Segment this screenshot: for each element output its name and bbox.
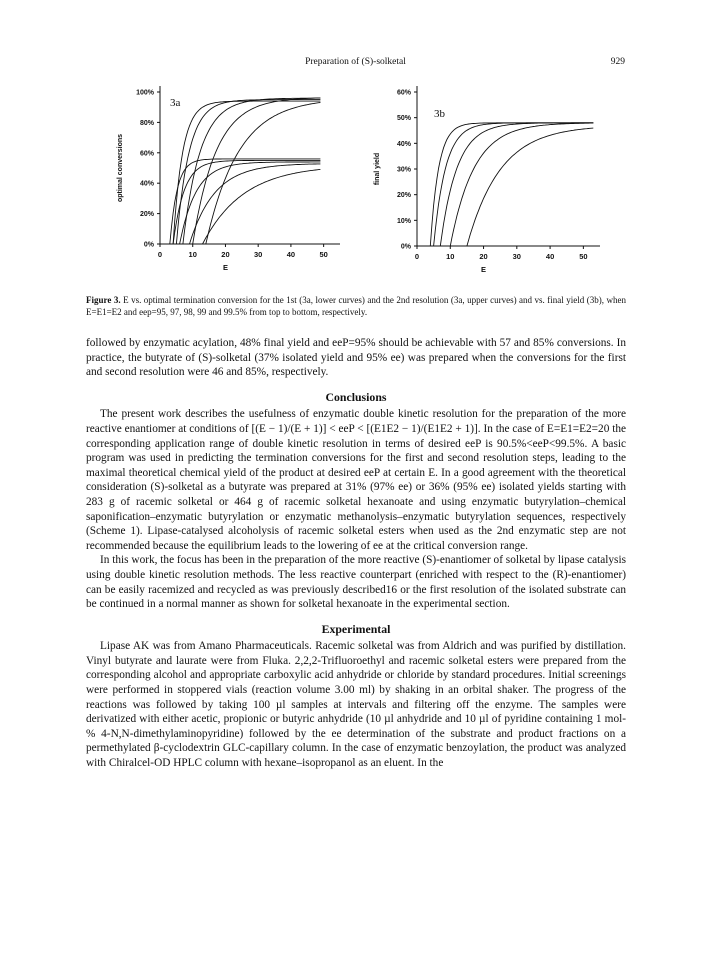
chart-3b-y-tick-label: 30%: [396, 166, 411, 174]
conclusions-paragraph-1: The present work describes the usefulness of enzymatic double kinetic resolution for the preparation of the more reactive enantiomer at conditions of [(E − 1)/(E + 1)] < eeP < [(E1E2 − 1)/(E1E2 + 1)]. In the case of E=E1=E2=20 the corresponding application range of double kinetic resolution in terms of desired eeP is 90.5%<eeP<99.5%. A basic program was used in predicting the termination conversions for the first and second resolution steps, leading to the maximal theoretical chemical yield of the product at desired eeP at certain E. In a good agreement with the theoretical consideration (S)-solketal as a butyrate was prepared at 31% (97% ee) or 36% (95% ee) isolated yields starting with 283 g of racemic solketal or 464 g of racemic solketal hexanoate and using enzymatic butyrylation–chemical saponification–enzymatic butyrylation or enzymatic methanolysis–enzymatic butyrylation sequences, respectively (Scheme 1). Lipase-catalysed alcoholysis of racemic solketal esters when used as the 2nd enzymatic step are not recommended because the equilibrium leads to the lowering of ee at the critical conversion range.: [86, 408, 626, 552]
experimental-paragraph-1: Lipase AK was from Amano Pharmaceuticals. Racemic solketal was from Aldrich and was purified by distillation. Vinyl butyrate and laurate were from Fluka. 2,2,2-Trifluoroethyl and racemic solketal esters were prepared from the corresponding alcohol and appropriate carboxylic acid anhydride or chloride by standard procedures. Initial screenings were performed in stoppered vials (reaction volume 3.00 ml) by shaking in an orbital shaker. The progress of the reactions was followed by taking 100 µl samples at intervals and filtering off the enzyme. The samples were derivatized with either acetic, propionic or butyric anhydride (10 µl anhydride and 10 µl of pyridine containing 1 mol-% 4-N,N-dimethylaminopyridine) followed by the ee determination of the substrate and product fractions on a permethylated β-cyclodextrin GLC-capillary column. In the case of enzymatic benzoylation, the product was analyzed with Chiralcel-OD HPLC column with hexane–isopropanol as an eluent. In the: [86, 640, 626, 770]
chart-3b-x-tick-label: 20: [479, 252, 488, 261]
chart-3a-upper-curve-2: [176, 100, 320, 244]
body-text: [86, 336, 626, 771]
chart-3b-x-tick-label: 40: [545, 252, 555, 261]
chart-3a-y-tick-label: 20%: [139, 211, 154, 219]
chart-3b-y-tick-label: 20%: [396, 192, 411, 200]
chart-3a-upper-curve-4: [193, 98, 321, 244]
page-number: 929: [610, 57, 625, 67]
chart-3a-y-axis-label: optimal conversions: [117, 133, 124, 203]
chart-3a-y-tick-label: 100%: [136, 89, 154, 97]
chart-3a-x-tick-label: 50: [319, 250, 328, 259]
chart-3b-curve-3: [440, 123, 593, 246]
chart-3b-y-tick-label: 50%: [396, 115, 411, 123]
chart-3a-x-tick-label: 40: [286, 250, 296, 259]
conclusions-heading: Conclusions: [325, 389, 387, 404]
chart-3a-y-tick-label: 60%: [139, 150, 154, 158]
caption-text: E vs. optimal termination conversion for the 1st (3a, lower curves) and the 2nd resolution (3a, upper curves) and vs. final yield (3b), when E=E1=E2 and eep=95, 97, 98, 99 and 99.5% from top to bottom, respectively.: [86, 295, 626, 317]
chart-3b-curve-5: [467, 128, 593, 246]
chart-3b-y-tick-label: 40%: [396, 140, 411, 148]
chart-3a-x-axis-label: E: [222, 263, 228, 272]
chart-3b-x-tick-label: 30: [512, 252, 521, 261]
chart-3b-x-tick-label: 0: [414, 252, 420, 261]
chart-3a: [117, 86, 340, 272]
chart-3b-curve-1: [430, 123, 593, 246]
chart-3b-x-tick-label: 10: [446, 252, 455, 261]
chart-3a-lower-curve-1: [170, 159, 321, 244]
chart-3b-y-tick-label: 60%: [396, 89, 411, 97]
chart-3a-upper-curve-3: [183, 98, 321, 244]
chart-3a-lower-curve-5: [203, 169, 321, 244]
intro-paragraph: followed by enzymatic acylation, 48% final yield and eeP=95% should be achievable with 57 and 85% conversions. In practice, the butyrate of (S)-solketal (37% isolated yield and 95% ee) was prepared when the conversions for the first and second resolution were 46 and 85%, respectively.: [86, 337, 626, 379]
figure-3: [0, 0, 711, 290]
chart-3b: [374, 86, 600, 274]
chart-3a-y-tick-label: 40%: [139, 180, 154, 188]
chart-3b-y-axis-label: final yield: [374, 152, 381, 186]
figure-caption: [86, 294, 626, 318]
chart-3a-panel-label: 3a: [170, 97, 181, 109]
chart-3a-y-tick-label: 80%: [139, 119, 154, 127]
running-title: Preparation of (S)-solketal: [305, 57, 406, 67]
chart-3a-upper-curve-5: [206, 103, 321, 245]
experimental-heading: Experimental: [321, 621, 391, 636]
caption-label: Figure 3.: [86, 295, 121, 305]
chart-3b-y-tick-label: 10%: [396, 217, 411, 225]
chart-3b-y-tick-label: 0%: [400, 243, 411, 251]
chart-3b-curve-2: [434, 123, 594, 246]
chart-3b-x-axis-label: E: [481, 265, 487, 274]
conclusions-paragraph-2: In this work, the focus has been in the preparation of the more reactive (S)-enantiomer of solketal by lipase catalysis using double kinetic resolution methods. The less reactive counterpart (enriched with respect to the (R)-enantiomer) can be easily racemized and recycled as was previously described16 or the first resolution of the isolated substrate can be continued in a normal manner as shown for solketal hexanoate in the experimental section.: [86, 554, 626, 611]
chart-3a-y-tick-label: 0%: [143, 241, 154, 249]
chart-3a-x-tick-label: 30: [254, 250, 263, 259]
chart-3a-x-tick-label: 10: [188, 250, 197, 259]
chart-3a-x-tick-label: 20: [221, 250, 230, 259]
chart-3b-panel-label: 3b: [434, 108, 445, 120]
chart-3b-x-tick-label: 50: [579, 252, 588, 261]
chart-3a-x-tick-label: 0: [157, 250, 163, 259]
